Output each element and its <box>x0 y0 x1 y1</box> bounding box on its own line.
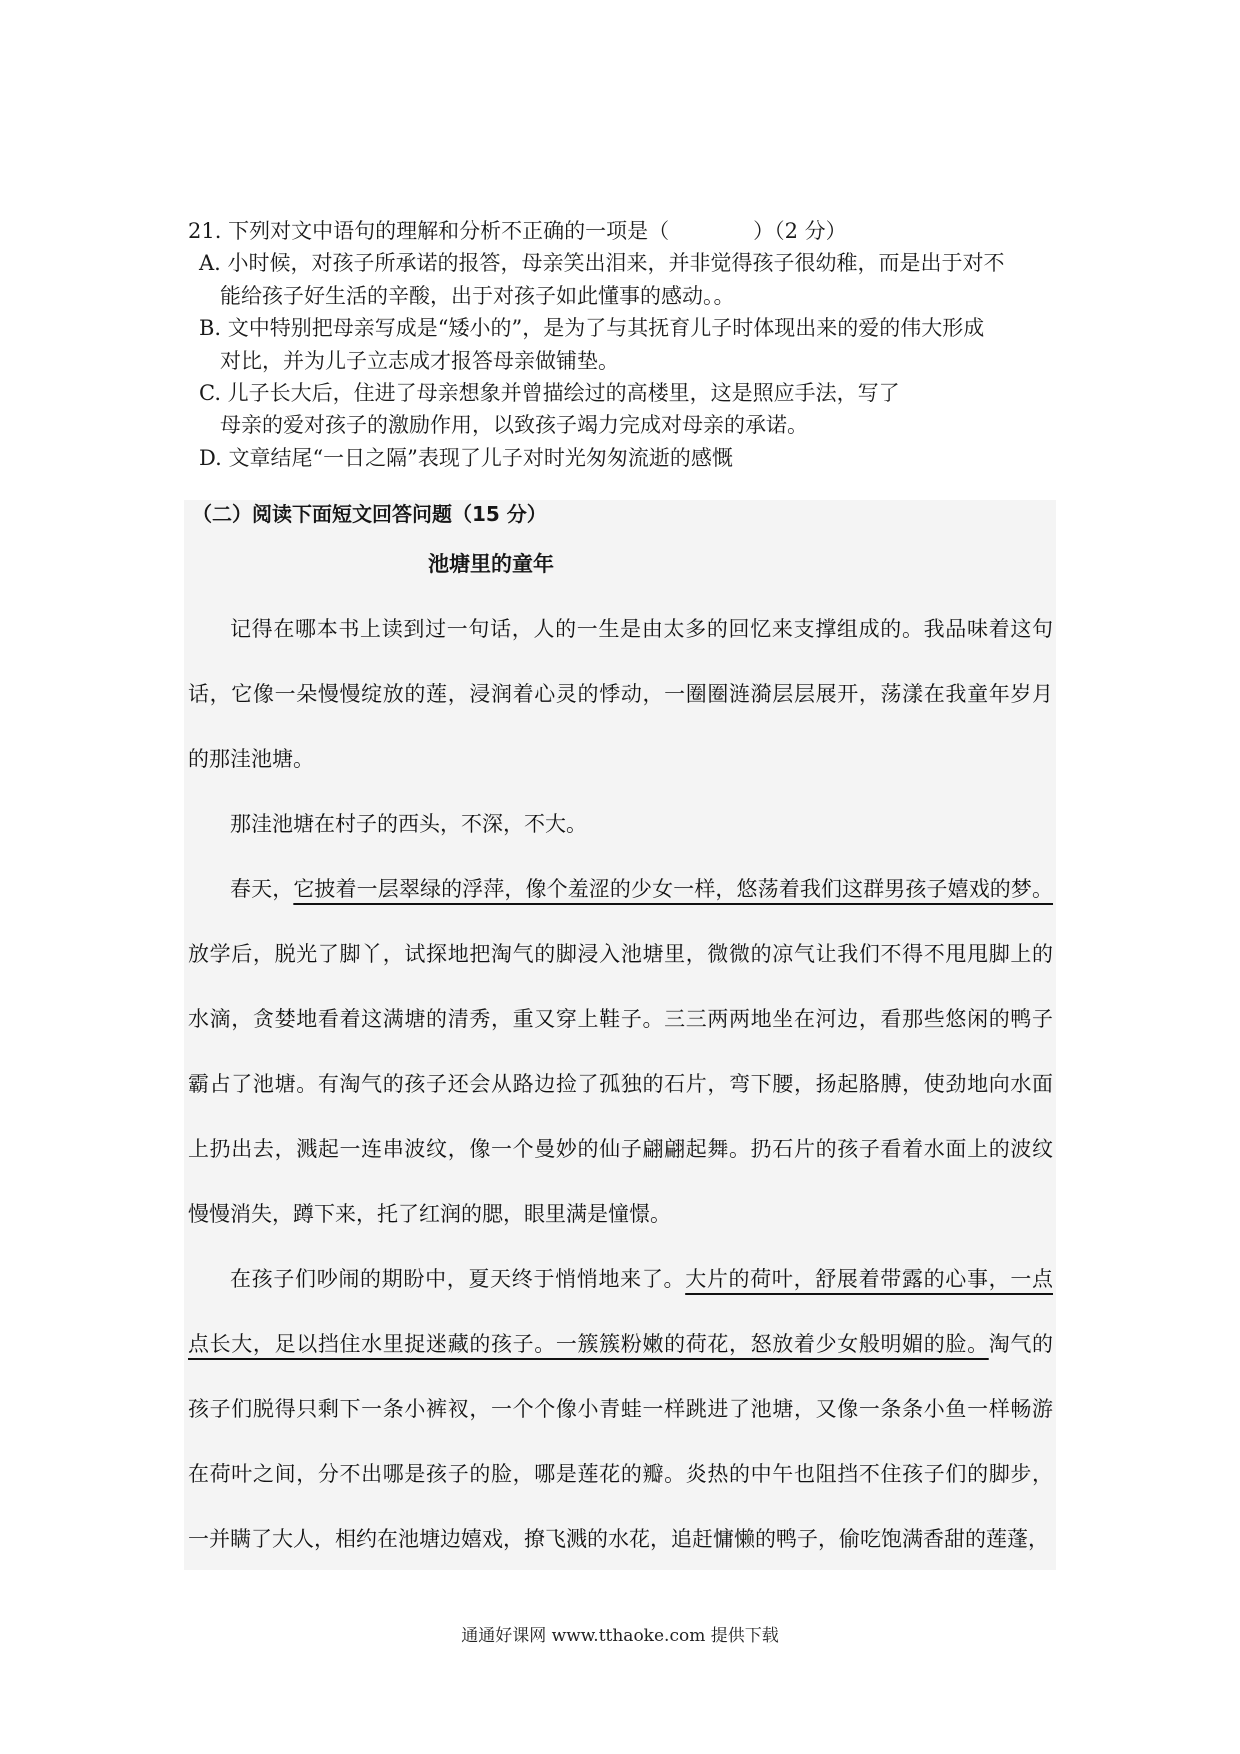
text-segment: 记得在哪本书上读到过一句话，人的一生是由太多的回忆来支撑组成的。我品味着这句 <box>230 617 1053 641</box>
text-segment: 水滴，贪婪地看着这满塘的清秀，重又穿上鞋子。三三两两地坐在河边，看那些悠闲的鸭子 <box>188 1007 1053 1031</box>
text-segment: 淘气的 <box>988 1332 1054 1356</box>
text-segment: 在孩子们吵闹的期盼中，夏天终于悄悄地来了。 <box>230 1267 686 1291</box>
section-heading: （二）阅读下面短文回答问题（15 分） <box>192 502 547 526</box>
text-segment: 孩子们脱得只剩下一条小裤衩，一个个像小青蛙一样跳进了池塘，又像一条条小鱼一样畅游 <box>188 1397 1053 1421</box>
text-segment: 霸占了池塘。有淘气的孩子还会从路边捡了孤独的石片，弯下腰，扬起胳膊，使劲地向水面 <box>188 1072 1053 1096</box>
text-segment: 在荷叶之间，分不出哪是孩子的脸，哪是莲花的瓣。炎热的中午也阻挡不住孩子们的脚步， <box>188 1462 1053 1486</box>
passage-line <box>188 1312 1053 1377</box>
passage-line <box>188 1052 1053 1117</box>
passage-body <box>188 597 1053 1572</box>
underlined-text: 大片的荷叶，舒展着带露的心事，一点 <box>685 1267 1053 1291</box>
question-stem: 21. 下列对文中语句的理解和分析不正确的一项是（ ）（2 分） <box>188 219 847 243</box>
passage-line <box>188 792 1053 857</box>
text-segment: 放学后，脱光了脚丫，试探地把淘气的脚浸入池塘里，微微的凉气让我们不得不甩甩脚上的 <box>188 942 1053 966</box>
passage-line <box>188 1507 1053 1572</box>
option-c-continued: 母亲的爱对孩子的激励作用，以致孩子竭力完成对母亲的承诺。 <box>220 413 808 438</box>
passage-line <box>188 1117 1053 1182</box>
text-segment: 上扔出去，溅起一连串波纹，像一个曼妙的仙子翩翩起舞。扔石片的孩子看着水面上的波纹 <box>188 1137 1053 1161</box>
passage-line <box>188 662 1053 727</box>
underlined-text: 它披着一层翠绿的浮萍，像个羞涩的少女一样，悠荡着我们这群男孩子嬉戏的梦。 <box>293 877 1054 901</box>
underlined-text: 点长大，足以挡住水里捉迷藏的孩子。一簇簇粉嫩的荷花，怒放着少女般明媚的脸。 <box>188 1332 989 1356</box>
option-a-continued: 能给孩子好生活的辛酸，出于对孩子如此懂事的感动。。 <box>220 283 735 308</box>
passage-line <box>188 922 1053 987</box>
option-b: B. 文中特别把母亲写成是“矮小的”，是为了与其抚育儿子时体现出来的爱的伟大形成 <box>199 316 985 341</box>
passage-line <box>188 1377 1053 1442</box>
text-segment: 一并瞒了大人，相约在池塘边嬉戏，撩飞溅的水花，追赶慵懒的鸭子，偷吃饱满香甜的莲蓬， <box>188 1527 1049 1551</box>
text-segment: 慢慢消失，蹲下来，托了红润的腮，眼里满是憧憬。 <box>188 1202 671 1226</box>
text-segment: 那洼池塘在村子的西头，不深，不大。 <box>230 812 587 836</box>
text-segment: 的那洼池塘。 <box>188 747 314 771</box>
passage-line <box>188 1442 1053 1507</box>
text-segment: 话，它像一朵慢慢绽放的莲，浸润着心灵的悸动，一圈圈涟漪层层展开，荡漾在我童年岁月 <box>188 682 1053 706</box>
option-a: A. 小时候，对孩子所承诺的报答，母亲笑出泪来，并非觉得孩子很幼稚，而是出于对不 <box>199 251 1005 276</box>
passage-line <box>188 597 1053 662</box>
option-c: C. 儿子长大后，住进了母亲想象并曾描绘过的高楼里，这是照应手法，写了 <box>199 380 900 405</box>
passage-line <box>188 727 1053 792</box>
option-b-continued: 对比，并为儿子立志成才报答母亲做铺垫。 <box>220 348 619 373</box>
text-segment: 春天， <box>230 877 294 901</box>
page-footer: 通通好课网 www.tthaoke.com 提供下载 <box>461 1626 779 1646</box>
question-21 <box>188 215 1068 474</box>
passage-line <box>188 1182 1053 1247</box>
passage-line <box>188 1247 1053 1312</box>
option-d: D. 文章结尾“一日之隔”表现了儿子对时光匆匆流逝的感慨 <box>199 445 733 470</box>
passage-title: 池塘里的童年 <box>428 552 554 576</box>
passage-line <box>188 987 1053 1052</box>
passage-line <box>188 857 1053 922</box>
